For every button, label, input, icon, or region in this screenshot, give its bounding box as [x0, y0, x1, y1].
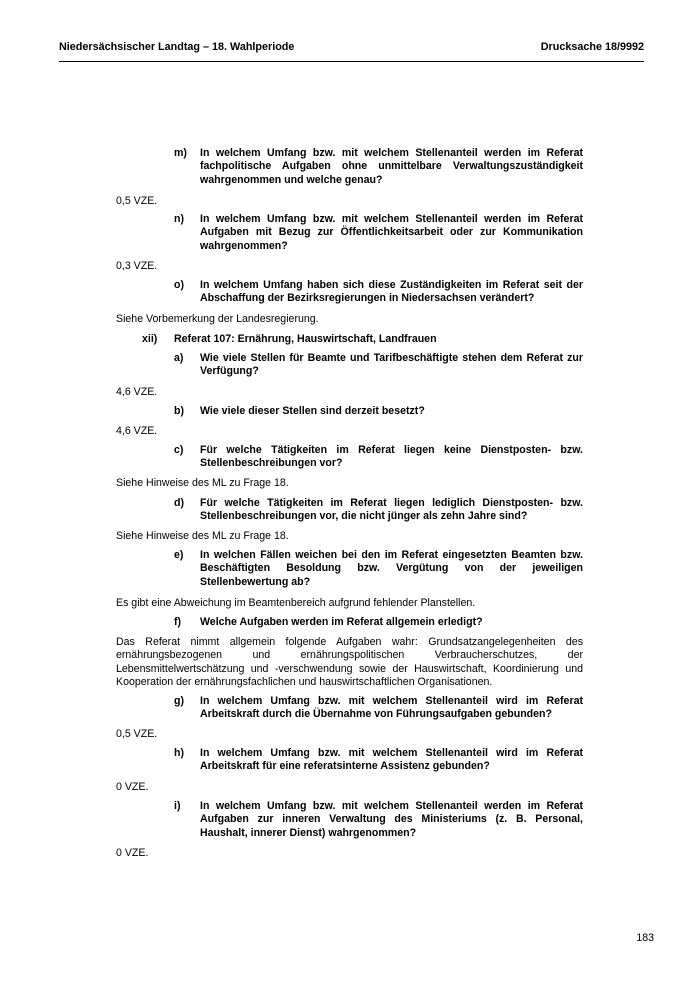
answer-d: Siehe Hinweise des ML zu Frage 18.	[116, 530, 289, 542]
question-text: In welchem Umfang bzw. mit welchem Stellenanteil werden im Referat fachpolitische Aufgaben ohne unmittelbare Verwaltungszuständigkeit wahrgenommen und welche genau?	[200, 147, 583, 186]
question-label: i)	[174, 800, 181, 812]
question-label: n)	[174, 213, 184, 225]
answer-b: 4,6 VZE.	[116, 425, 158, 437]
answer-a: 4,6 VZE.	[116, 386, 158, 398]
section-label: xii)	[142, 333, 158, 345]
answer-e: Es gibt eine Abweichung im Beamtenbereich aufgrund fehlender Planstellen.	[116, 597, 476, 609]
answer-h: 0 VZE.	[116, 781, 149, 793]
header-parliament-title: Niedersächsischer Landtag – 18. Wahlperiode	[59, 41, 295, 53]
answer-g: 0,5 VZE.	[116, 728, 158, 740]
question-text: Wie viele Stellen für Beamte und Tarifbeschäftigte stehen dem Referat zur Verfügung?	[200, 352, 583, 378]
question-text: Für welche Tätigkeiten im Referat liegen lediglich Dienstposten- bzw. Stellenbeschreibungen vor, die nicht jünger als zehn Jahre sind?	[200, 497, 583, 523]
question-text: In welchem Umfang haben sich diese Zuständigkeiten im Referat seit der Abschaffung der Bezirksregierungen in Niedersachsen verändert?	[200, 279, 583, 305]
question-label: g)	[174, 695, 184, 707]
question-label: m)	[174, 147, 187, 159]
header-document-number: Drucksache 18/9992	[540, 41, 644, 53]
question-text: In welchem Umfang bzw. mit welchem Stellenanteil wird im Referat Arbeitskraft durch die Übernahme von Führungsaufgaben gebunden?	[200, 695, 583, 721]
question-label: h)	[174, 747, 184, 759]
answer-n: 0,3 VZE.	[116, 260, 158, 272]
question-label: e)	[174, 549, 184, 561]
answer-o: Siehe Vorbemerkung der Landesregierung.	[116, 313, 319, 325]
question-text: In welchem Umfang bzw. mit welchem Stellenanteil werden im Referat Aufgaben zur inneren Verwaltung des Ministeriums (z. B. Personal, Haushalt, innerer Dienst) wahrgenommen?	[200, 800, 583, 839]
question-label: a)	[174, 352, 184, 364]
question-label: d)	[174, 497, 184, 509]
page-header	[59, 41, 644, 55]
question-text: In welchen Fällen weichen bei den im Referat eingesetzten Beamten bzw. Beschäftigten Besoldung bzw. Vergütung von der jeweiligen Stellenbewertung ab?	[200, 549, 583, 588]
answer-f: Das Referat nimmt allgemein folgende Aufgaben wahr: Grundsatzangelegenheiten des ernährungsbezogenen und ernährungspolitischen Verbraucherschutzes, der Lebensmittelwertschätzung und -verschwendung sowie der Hauswirtschaft, Koordinierung und Kooperation der ernährungsfachlichen und hauswirtschaftlichen Organisationen.	[116, 636, 583, 689]
question-label: f)	[174, 616, 182, 628]
question-label: o)	[174, 279, 184, 291]
question-text: Wie viele dieser Stellen sind derzeit besetzt?	[200, 405, 425, 417]
question-text: In welchem Umfang bzw. mit welchem Stellenanteil werden im Referat Aufgaben mit Bezug zur Öffentlichkeitsarbeit oder zur Kommunikation wahrgenommen?	[200, 213, 583, 252]
question-text: Für welche Tätigkeiten im Referat liegen keine Dienstposten- bzw. Stellenbeschreibungen vor?	[200, 444, 583, 470]
answer-m: 0,5 VZE.	[116, 195, 158, 207]
question-text: In welchem Umfang bzw. mit welchem Stellenanteil wird im Referat Arbeitskraft für eine referatsinterne Assistenz gebunden?	[200, 747, 583, 773]
question-label: c)	[174, 444, 184, 456]
question-label: b)	[174, 405, 184, 417]
answer-c: Siehe Hinweise des ML zu Frage 18.	[116, 477, 289, 489]
answer-i: 0 VZE.	[116, 847, 149, 859]
page-number: 183	[636, 932, 654, 944]
question-text: Welche Aufgaben werden im Referat allgemein erledigt?	[200, 616, 483, 628]
header-divider	[59, 61, 644, 62]
section-title: Referat 107: Ernährung, Hauswirtschaft, Landfrauen	[174, 333, 437, 345]
